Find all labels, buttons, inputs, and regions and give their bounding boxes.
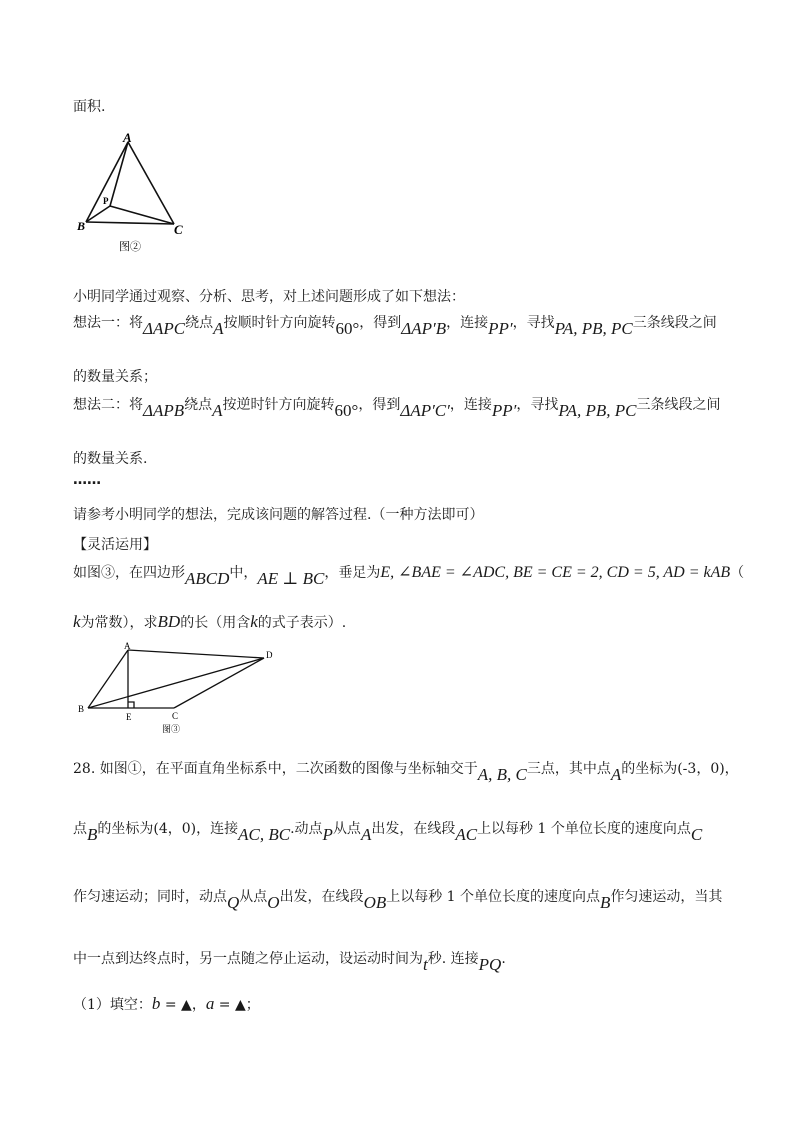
text: 出发，在线段 [279,889,364,905]
segment-ac [128,142,174,224]
text: ，寻找 [516,397,559,413]
math: A [610,765,622,784]
math: PQ [478,955,502,974]
text: 想法二：将 [73,397,143,413]
math: k [250,612,258,631]
text: 【灵活运用】 [73,537,157,553]
text: 三点，其中点 [526,761,611,777]
text-line-relation-2 [73,448,147,468]
segment-bc [86,222,174,224]
text: = ▲； [214,997,260,1013]
text: 三条线段之间 [632,315,717,331]
text: 为常数），求 [80,615,158,631]
figure-caption: 图② [119,241,141,253]
question-28-line-4 [73,948,506,974]
text: 的数量关系. [73,451,148,467]
text-line-idea-1 [73,312,717,338]
question-28-part-1 [73,994,260,1014]
text: 中， [229,565,258,581]
label-c: C [174,222,183,237]
segment-cd [174,658,264,708]
text: 作匀速运动；同时，动点 [73,889,227,905]
math: A, B, C [477,765,527,784]
text: 出发，在线段 [371,821,456,837]
math: ABCD [185,569,230,588]
figure-3 [74,640,284,740]
math: AE ⊥ BC [257,569,325,588]
math: PA, PB, PC [558,401,637,420]
text: …… [73,472,101,488]
text-line-intro [73,286,465,306]
text: ，得到 [358,397,401,413]
label-a: A [123,130,132,145]
text: 从点 [239,889,268,905]
text: ，连接 [446,315,489,331]
question-28-line-1 [73,758,739,784]
math: ΔAPB [143,401,185,420]
label-e: E [126,712,132,722]
text: 三条线段之间 [636,397,721,413]
math: ΔAP′C′ [400,401,450,420]
text: （ [730,565,745,581]
math: E, ∠BAE = ∠ADC, BE = CE = 2, CD = 5, AD = kAB [380,564,731,581]
text: （1）填空： [73,997,152,1013]
math: A [213,319,224,338]
section-heading [73,534,157,554]
text-line-relation-1 [73,366,157,386]
text-line-ellipsis [73,472,101,488]
text: 的长（用含 [180,615,251,631]
text: 按逆时针方向旋转 [222,397,335,413]
math: 60° [335,319,360,338]
math: BD [157,612,181,631]
label-c: C [172,711,179,721]
right-angle-mark [128,702,134,708]
text: 中一点到达终点时，另一点随之停止运动，设运动时间为 [73,951,423,967]
text: 上以每秒 1 个单位长度的速度向点 [477,821,691,837]
text: 的数量关系； [73,369,157,385]
label-p: P [103,196,109,206]
segment-ab [88,650,128,708]
text: 的坐标为(-3，0)， [621,761,739,777]
text: 小明同学通过观察、分析、思考，对上述问题形成了如下想法： [73,289,465,305]
label-b: B [77,219,86,233]
segment-pa [110,142,128,206]
math: A [360,825,372,844]
text: ，得到 [359,315,402,331]
math: C [690,825,703,844]
math: PP′ [488,319,513,338]
figure-caption: 图③ [162,724,181,734]
text: 面积. [73,99,106,115]
text: 点 [73,821,87,837]
math: B [87,825,98,844]
question-28-line-3 [73,886,723,912]
text: 绕点 [184,397,213,413]
text-line-problem [73,562,745,588]
text: .动点 [290,821,323,837]
math: k [73,612,81,631]
question-28-line-2 [73,818,703,844]
text: 的式子表示）. [257,615,347,631]
text: 的坐标为(4，0)，连接 [97,821,239,837]
figure-2 [74,130,194,260]
text: = ▲， [160,997,206,1013]
label-a: A [124,641,131,651]
math: PP′ [491,401,517,420]
text: . [501,951,506,967]
math: ΔAPC [143,319,186,338]
text: ，垂足为 [324,565,381,581]
math: AC, BC [238,825,291,844]
text: 作匀速运动，当其 [610,889,723,905]
math: a [205,994,215,1013]
text: 请参考小明同学的想法，完成该问题的解答过程.（一种方法即可） [73,507,484,523]
text-line-area [73,96,105,116]
text: 28. 如图①，在平面直角坐标系中，二次函数的图像与坐标轴交于 [73,761,478,777]
math: b [151,994,161,1013]
math: AC [455,825,478,844]
math: B [600,893,611,912]
text-line-idea-2 [73,394,721,420]
math: 60° [334,401,359,420]
math: O [267,893,280,912]
text-line-instruction [73,504,483,524]
text: 按顺时针方向旋转 [223,315,336,331]
text: ，连接 [449,397,492,413]
text-line-problem-cont [73,612,346,632]
text: 从点 [332,821,361,837]
text: 秒. 连接 [427,951,479,967]
math: Q [227,893,240,912]
math: PA, PB, PC [554,319,633,338]
segment-ad [128,650,264,658]
segment-bd [88,658,264,708]
label-b: B [78,704,85,714]
math: ΔAP′B [401,319,447,338]
text: ，寻找 [512,315,555,331]
text: 绕点 [185,315,214,331]
text: 想法一：将 [73,315,143,331]
text: 如图③，在四边形 [73,565,185,581]
label-d: D [266,650,273,660]
math: OB [363,893,387,912]
math: t [423,955,428,974]
math: A [212,401,223,420]
segment-pc [110,206,174,224]
math: P [322,825,333,844]
text: 上以每秒 1 个单位长度的速度向点 [386,889,601,905]
